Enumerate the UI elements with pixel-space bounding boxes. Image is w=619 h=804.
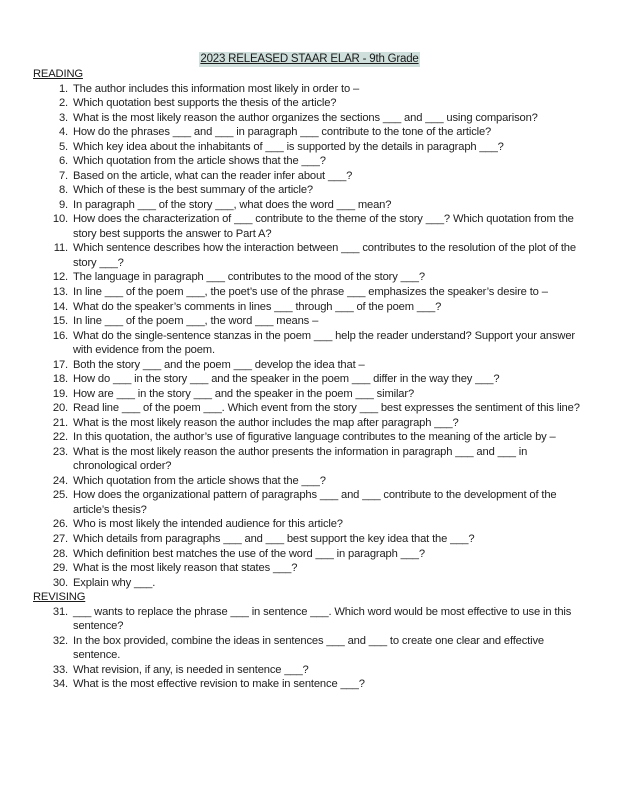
item-text: Which quotation from the article shows that the ___? [73, 155, 326, 168]
section-heading-reading: READING [33, 68, 83, 80]
list-item [33, 241, 593, 270]
item-number: 18. [52, 373, 68, 386]
list-item [33, 169, 593, 184]
item-number: 25. [52, 489, 68, 502]
list-item [33, 96, 593, 111]
item-text: In line ___ of the poem ___, the poet’s use of the phrase ___ emphasizes the speaker’s desire to – [73, 285, 548, 298]
item-text: In the box provided, combine the ideas in sentences ___ and ___ to create one clear and effective sentence. [73, 634, 544, 662]
list-item [33, 576, 593, 591]
list-item [33, 677, 593, 692]
item-number: 28. [52, 547, 68, 560]
item-text: How do the phrases ___ and ___ in paragraph ___ contribute to the tone of the article? [73, 126, 492, 139]
item-number: 17. [52, 358, 68, 371]
list-item [33, 517, 593, 532]
item-number: 26. [52, 518, 68, 531]
list-item [33, 474, 593, 489]
item-text: How do ___ in the story ___ and the speaker in the poem ___ differ in the way they ___? [73, 373, 500, 386]
document-title: 2023 RELEASED STAAR ELAR - 9th Grade [200, 53, 419, 65]
item-text: Which key idea about the inhabitants of ___ is supported by the details in paragraph ___? [73, 140, 504, 153]
list-item [33, 372, 593, 387]
section-heading-revising: REVISING [33, 591, 86, 604]
item-number: 34. [52, 678, 68, 691]
item-text: Which details from paragraphs ___ and ___ best support the key idea that the ___? [73, 533, 475, 545]
item-number: 27. [52, 533, 68, 545]
item-number: 2. [58, 97, 68, 110]
list-item [33, 125, 593, 140]
list-item [33, 488, 593, 517]
item-number: 12. [52, 271, 68, 284]
item-number: 4. [58, 126, 68, 139]
item-text: Who is most likely the intended audience for this article? [73, 518, 343, 531]
item-text: ___ wants to replace the phrase ___ in sentence ___. Which word would be most effective to use in this sentence? [73, 605, 572, 633]
item-text: How does the organizational pattern of paragraphs ___ and ___ contribute to the development of the article’s thesis? [73, 489, 557, 516]
item-number: 21. [52, 416, 68, 429]
list-item [33, 314, 593, 329]
item-number: 8. [58, 184, 68, 197]
item-text: Which sentence describes how the interaction between ___ contributes to the resolution of the plot of the story ___? [73, 242, 576, 269]
item-number: 11. [53, 242, 68, 255]
list-item [33, 561, 593, 576]
list-item [33, 401, 593, 416]
item-text: In this quotation, the author’s use of figurative language contributes to the meaning of the article by – [73, 431, 556, 444]
item-number: 5. [58, 140, 68, 153]
list-item [33, 82, 593, 97]
item-number: 24. [52, 474, 68, 487]
item-number: 22. [52, 431, 68, 444]
list-item [33, 532, 593, 547]
title-container [0, 49, 619, 67]
list-item [33, 154, 593, 169]
item-number: 3. [58, 111, 68, 124]
item-text: What is the most likely reason the author organizes the sections ___ and ___ using comparison? [73, 111, 538, 124]
list-item [33, 663, 593, 678]
list-item [33, 140, 593, 155]
item-text: Both the story ___ and the poem ___ develop the idea that – [73, 358, 365, 371]
item-text: What revision, if any, is needed in sentence ___? [73, 663, 309, 676]
item-text: What do the single-sentence stanzas in the poem ___ help the reader understand? Support your answer with evidence from the poem. [73, 329, 575, 357]
item-text: What do the speaker’s comments in lines ___ through ___ of the poem ___? [73, 300, 442, 313]
list-item [33, 285, 593, 300]
question-list [33, 82, 593, 591]
list-item [33, 547, 593, 562]
list-item [33, 416, 593, 431]
item-number: 32. [52, 634, 68, 647]
list-item [33, 445, 593, 474]
item-number: 30. [52, 576, 68, 589]
item-text: What is the most likely reason the author includes the map after paragraph ___? [73, 416, 459, 429]
list-item [33, 300, 593, 315]
list-item [33, 387, 593, 402]
document-content [33, 67, 593, 692]
list-item [33, 212, 593, 241]
item-number: 20. [52, 402, 68, 415]
item-text: Based on the article, what can the reader infer about ___? [73, 169, 353, 182]
item-text: The language in paragraph ___ contributes to the mood of the story ___? [73, 271, 425, 284]
list-item [33, 111, 593, 126]
item-text: In paragraph ___ of the story ___, what does the word ___ mean? [73, 198, 392, 211]
item-number: 10. [52, 213, 68, 226]
item-text: Explain why ___. [73, 576, 156, 589]
list-item [33, 358, 593, 373]
item-number: 15. [52, 315, 68, 328]
item-number: 1. [58, 82, 68, 95]
list-item [33, 329, 593, 358]
item-text: What is the most likely reason the author presents the information in paragraph ___ and ___ in chronological order? [73, 445, 528, 473]
item-number: 16. [52, 329, 68, 342]
item-text: How does the characterization of ___ contribute to the theme of the story ___? Which quotation from the story best supports the answer to Part A? [73, 213, 574, 240]
item-text: What is the most likely reason that states ___? [73, 562, 298, 575]
item-number: 23. [52, 445, 68, 458]
list-item [33, 270, 593, 285]
list-item [33, 634, 593, 663]
item-number: 19. [52, 387, 68, 400]
item-number: 33. [52, 663, 68, 676]
item-text: Which quotation best supports the thesis of the article? [73, 97, 337, 110]
item-number: 9. [58, 198, 68, 211]
list-item [33, 183, 593, 198]
item-text: Read line ___ of the poem ___. Which event from the story ___ best expresses the sentiment of this line? [73, 402, 580, 415]
list-item [33, 430, 593, 445]
item-text: The author includes this information most likely in order to – [73, 82, 360, 95]
question-list [33, 605, 593, 692]
item-text: How are ___ in the story ___ and the speaker in the poem ___ similar? [73, 387, 415, 400]
item-number: 7. [58, 169, 68, 182]
item-text: In line ___ of the poem ___, the word ___ means – [73, 315, 319, 328]
item-text: Which of these is the best summary of the article? [73, 184, 313, 197]
item-number: 31. [52, 605, 68, 618]
item-text: Which quotation from the article shows that the ___? [73, 474, 326, 487]
item-text: Which definition best matches the use of the word ___ in paragraph ___? [73, 547, 425, 560]
item-number: 29. [52, 562, 68, 575]
item-number: 13. [52, 285, 68, 298]
item-number: 14. [52, 300, 68, 313]
list-item [33, 198, 593, 213]
item-number: 6. [58, 155, 68, 168]
item-text: What is the most effective revision to make in sentence ___? [73, 678, 365, 691]
list-item [33, 605, 593, 634]
